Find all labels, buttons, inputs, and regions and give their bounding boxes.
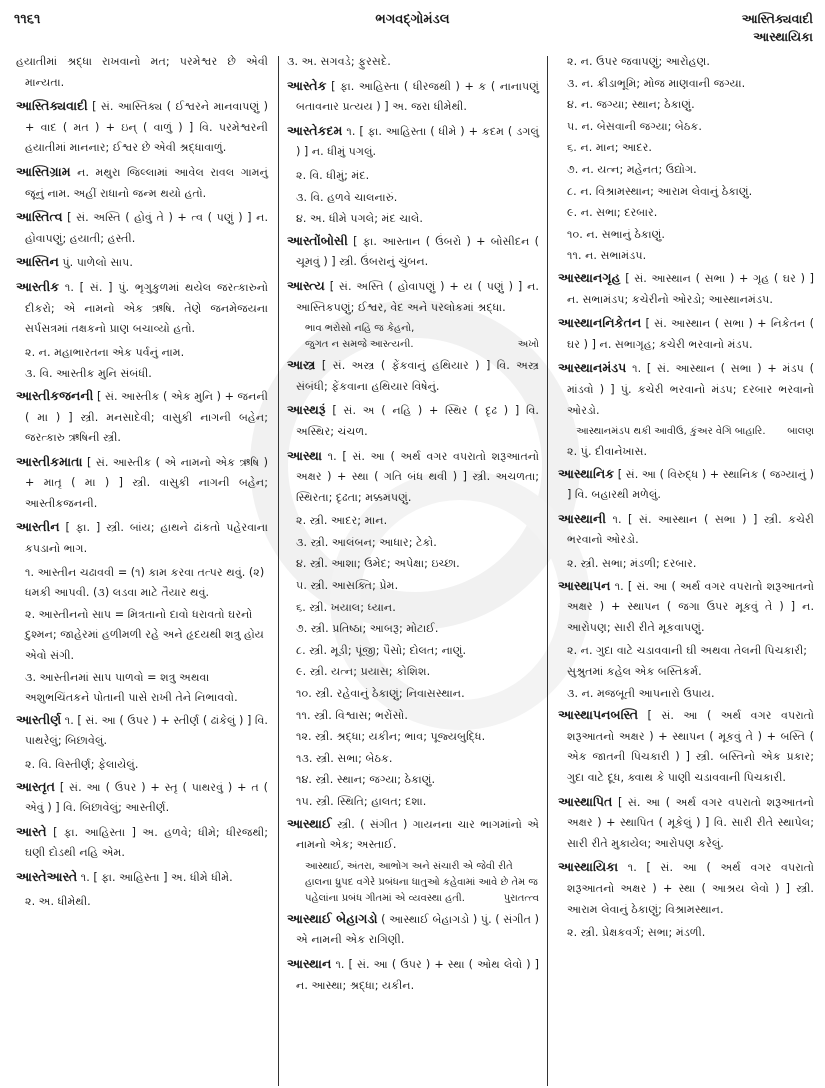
sense-line: ૫. સ્ત્રી. આસક્તિ; પ્રેમ. bbox=[296, 579, 399, 593]
sense-line: ૭. ન. યત્ન; મહેનત; ઉદ્યોગ. bbox=[567, 162, 697, 176]
definition-text: [ સં. અ ( નહિ ) + સ્થિર ( દૃઢ ) ] વિ. અસ્થિર; ચંચળ. bbox=[296, 404, 539, 438]
dictionary-entry bbox=[16, 710, 268, 752]
headword: આસ્થાપનબસ્તિ bbox=[558, 707, 639, 723]
headword: આસ્તીકમાતા bbox=[16, 453, 83, 469]
sense-line: ૪. સ્ત્રી. આશા; ઉમેદ; અપેક્ષા; ઇચ્છા. bbox=[296, 557, 460, 571]
sense-line: ૮. સ્ત્રી. મૂડી; પૂંજી; પૈસો; દોલત; નાણું. bbox=[296, 643, 467, 657]
sense-line: ૧૧. ન. સભામંડપ. bbox=[567, 249, 647, 263]
definition-text: ૩. અ. સગવડે; ફુરસદે. bbox=[287, 55, 391, 68]
definition-text: [ સં. અસ્ત્ર ( ફેંકવાનું હથિયાર ) ] વિ. અસ્ત્ર સંબંધી; ફેંકવાના હથિયાર વિષેનું. bbox=[296, 359, 540, 393]
sense-line: ૨. સ્ત્રી. સભા; મંડળી; દરબાર. bbox=[567, 557, 697, 571]
sense-line: ૮. ન. વિશ્રામસ્થાન; આરામ લેવાનું ઠેકાણું. bbox=[567, 184, 753, 198]
dictionary-entry bbox=[558, 509, 814, 551]
headword: આસ્થાપન bbox=[558, 577, 611, 593]
dictionary-entry bbox=[558, 705, 814, 788]
headword: આસ્તીકજનની bbox=[16, 387, 94, 403]
dictionary-entry bbox=[16, 822, 268, 864]
sense-line: ૯. સ્ત્રી. યત્ન; પ્રયાસ; કોશિશ. bbox=[296, 665, 431, 679]
headword: આસ્તૃત bbox=[16, 778, 55, 794]
dictionary-entry bbox=[287, 76, 539, 118]
guide-word-first: આસ્તિક્યવાદી bbox=[741, 11, 813, 26]
dictionary-entry bbox=[16, 96, 268, 159]
sense-line: ૧. આસ્તીન ચઢાવવી = (૧) કામ કરવા તત્પર થવું. (૨) ધમકી આપવી. (૩) લડવા માટે તૈયાર થવું. bbox=[25, 565, 265, 600]
dictionary-entry bbox=[16, 52, 268, 93]
dictionary-entry bbox=[287, 121, 539, 163]
quotation-text: જુગત ન સમજે આસ્ત્યની. bbox=[305, 339, 414, 351]
sense-line: ૨. ન. ગુદા વાટે ચડાવવાની ઘી અથવા તેલની પિચકારી; સુશ્રુતમાં કહેલ એક બસ્તિકર્મ. bbox=[567, 644, 808, 679]
guide-word-last: આસ્થાયિકા bbox=[753, 29, 813, 44]
headword: આસ્થાની bbox=[558, 510, 606, 526]
dictionary-entry bbox=[16, 386, 268, 449]
headword: આસ્થાનગૃહ bbox=[558, 269, 621, 285]
sense-line: ૧૪. સ્ત્રી. સ્થાન; જગ્યા; ઠેકાણું. bbox=[296, 773, 436, 787]
definition-text: ૧. [ સં. આ ( અર્થ વગર વપરાતો શરૂઆતનો અક્ષર ) + સ્થાપન ( જગા ઉપર મૂકવું તે ) ] ન. આરોપણ; સારી રીતે મૂકવાપણું. bbox=[567, 579, 814, 634]
definition-text: [ ફા. ] સ્ત્રી. બાંય; હાથને ઢાંકતો પહેરવાના કપડાનો ભાગ. bbox=[25, 521, 269, 556]
headword: આસ્થાઈ bbox=[287, 815, 332, 831]
dictionary-entry bbox=[287, 276, 539, 318]
dictionary-entry bbox=[558, 358, 814, 421]
sense-line: ૬. સ્ત્રી. ખયાલ; ધ્યાન. bbox=[296, 600, 396, 614]
dictionary-entry bbox=[558, 576, 814, 639]
sense-line: ૨. આસ્તીનનો સાપ = મિત્રતાનો દાવો ધરાવતો ઘરનો દુશ્મન; જાહેરમાં હળીમળી રહે અને હૃદયથી શત્રુ હોય એવો સંગી. bbox=[25, 607, 264, 663]
guide-words bbox=[742, 10, 813, 46]
definition-text: [ ફા. આસ્તાન ( ઉંબરો ) + બોસીદન ( ચૂમવું ) ] સ્ત્રી. ઉંબરાનું ચુંબન. bbox=[296, 234, 540, 269]
definition-text: ૧. [ સં. ] પું. ભૃગુકુળમાં થયેલ જરત્કારુનો દીકરો; એ નામનો એક ઋષિ. તેણે જનમેજયના સર્પસત્રમાં તક્ષકનો પ્રાણ બચાવ્યો હતો. bbox=[25, 280, 268, 336]
headword: આસ્થાઈ બેહાગડો bbox=[287, 910, 378, 926]
definition-text: ૧. [ સં. આ ( ઉપર ) + સ્થા ( ઓથ લેવો ) ] ન. આસ્થા; શ્રદ્ધા; યકીન. bbox=[296, 957, 540, 992]
dictionary-entry bbox=[287, 954, 539, 996]
definition-text: [ સં. આ ( અર્થ વગર વપરાતો શરૂઆતનો અક્ષર ) + સ્થાપન ( મૂકવું તે ) + બસ્તિ ( એક જાતની પિચકારી ) ] સ્ત્રી. બસ્તિનો એક પ્રકાર; ગુદા વાટે દૂધ, ક્વાથ કે પાણી ચડાવવાની પિચકારી. bbox=[567, 709, 814, 784]
definition-text: ન. મથુરા જિલ્લામાં આવેલ રાવલ ગામનું જૂનું નામ. અહીં રાધાનો જન્મ થયો હતો. bbox=[25, 165, 268, 200]
definition-text: [ સં. આ ( વિરુદ્ધ ) + સ્થાનિક ( જગ્યાનું ) ] વિ. બહારથી મળેલું. bbox=[567, 467, 814, 502]
quotation-line bbox=[305, 337, 539, 353]
sense-line: ૨. અ. ધીમેથી. bbox=[25, 894, 91, 908]
sense-line: ૧૧. સ્ત્રી. વિશ્વાસ; ભરોંસો. bbox=[296, 708, 408, 722]
headword: આસ્તોંબોસી bbox=[287, 232, 348, 248]
sense-line: ૨. ન. ઉપર જવાપણું; આરોહણ. bbox=[567, 55, 710, 68]
definition-text: પું. પાળેલો સાપ. bbox=[62, 256, 133, 270]
definition-text: [ સં. આસ્થાન ( સભા ) + નિકેતન ( ઘર ) ] ન. સભાગૃહ; કચેરી ભરવાનો મંડપ. bbox=[567, 317, 814, 351]
definition-text: [ સં. આ ( અર્થ વગર વપરાતો શરૂઆતનો અક્ષર ) + સ્થાપિત ( મૂકેલું ) ] વિ. સારી રીતે સ્થાપેલ; સારી રીતે મુકાયેલ; આરોપણ કરેલું. bbox=[567, 795, 814, 850]
dictionary-entry bbox=[558, 857, 814, 920]
headword: આસ્થાયિકા bbox=[558, 859, 619, 875]
quotation bbox=[558, 424, 814, 440]
quotation-line bbox=[305, 859, 539, 907]
page-header bbox=[0, 6, 825, 46]
definition-text: સ્ત્રી. ( સંગીત ) ગાયનના ચાર ભાગમાંનો એ નામનો એક; અસ્તાઈ. bbox=[296, 817, 539, 852]
sense-line: ૨. સ્ત્રી. આદર; માન. bbox=[296, 514, 388, 528]
column-2 bbox=[287, 52, 539, 999]
headword: આસ્ત્ય bbox=[287, 277, 325, 293]
dictionary-entry bbox=[16, 252, 268, 274]
definition-text: [ સં. આસ્તિક્ય ( ઈશ્વરને માનવાપણું ) + વાદ ( મત ) + ઇન્ ( વાળું ) ] વિ. પરમેશ્વરની હયાતીમાં માનનાર; ઈશ્વર છે એવી શ્રદ્ધાવાળું. bbox=[25, 100, 268, 155]
dictionary-entry bbox=[16, 777, 268, 819]
definition-text: ૧. [ સં. આ ( અર્થ વગર વપરાતો શરૂઆતનો અક્ષર ) + સ્થા ( આશ્રય લેવો ) ] સ્ત્રી. આરામ લેવાનું ઠેકાણું; વિશ્રામસ્થાન. bbox=[567, 861, 814, 916]
headword: આસ્થાનમંડપ bbox=[558, 360, 627, 376]
sense-line: ૩. વિ. હળવે ચાલનારું. bbox=[296, 190, 398, 204]
dictionary-entry bbox=[287, 446, 539, 509]
definition-text: [ સં. આ ( ઉપર ) + સ્તૃ ( પાથરવું ) + ત ( એવું ) ] વિ. બિછાવેલું; આસ્તીર્ણ. bbox=[25, 780, 269, 815]
dictionary-entry bbox=[287, 909, 539, 951]
definition-text: [ સં. આસ્તીક ( એ નામનો એક ઋષિ ) + માતૃ ( મા ) ] સ્ત્રી. વાસુકી નાગની બહેન; આસ્તીકજનની. bbox=[25, 455, 269, 510]
sense-line: ૧૩. સ્ત્રી. સભા; બેઠક. bbox=[296, 751, 393, 765]
dictionary-entry bbox=[16, 452, 268, 515]
dictionary-entry bbox=[558, 313, 814, 355]
sense-line: ૧૦. ન. સભાનું ઠેકાણું. bbox=[567, 227, 665, 241]
headword: આસ્તેકદમ bbox=[287, 122, 343, 138]
definition-text: [ સં. આસ્થાન ( સભા ) + ગૃહ ( ઘર ) ] ન. સભામંડપ; કચેરીનો ઓરડો; આસ્થાનમંડપ. bbox=[567, 271, 815, 306]
sense-line: ૧૫. સ્ત્રી. સ્થિતિ; હાલત; દશા. bbox=[296, 795, 427, 808]
definition-text: હયાતીમાં શ્રદ્ધા રાખવાનો મત; પરમેશ્વર છે એવી માન્યતા. bbox=[16, 55, 268, 89]
quotation-source: પુરાતત્ત્વ bbox=[503, 892, 539, 904]
dictionary-entry bbox=[16, 867, 268, 889]
definition-text: ( આસ્થાઈ બેહાગડો ) પું. ( સંગીત ) એ નામની એક રાગિણી. bbox=[296, 912, 540, 947]
dictionary-entry bbox=[558, 268, 814, 310]
headword: આસ્થાપિત bbox=[558, 793, 613, 809]
headword: આસ્તે bbox=[16, 823, 47, 839]
sense-line: ૨. વિ. ધીમું; મંદ. bbox=[296, 168, 370, 182]
column-1 bbox=[16, 52, 268, 913]
dictionary-entry bbox=[287, 52, 539, 73]
sense-line: ૫. ન. બેસવાની જગ્યા; બેઠક. bbox=[567, 119, 702, 133]
sense-line: ૯. ન. સભા; દરબાર. bbox=[567, 206, 658, 220]
headword: આસ્ત્ર bbox=[287, 357, 316, 373]
definition-text: ૧. [ સં. આસ્થાન ( સભા ) + મંડપ ( માંડવો ) ] પું. કચેરી ભરવાનો મંડપ; દરબાર ભરવાનો ઓરડો. bbox=[567, 362, 814, 417]
dictionary-columns bbox=[0, 52, 825, 1088]
headword: આસ્થાનનિકેતન bbox=[558, 315, 642, 331]
sense-line: ૭. સ્ત્રી. પ્રતિષ્ઠા; આબરૂ; મોટાઈ. bbox=[296, 622, 439, 636]
dictionary-entry bbox=[287, 231, 539, 273]
sense-line: ૩. ન. મજબૂતી આપનારો ઉપાય. bbox=[567, 686, 715, 700]
headword: આસ્તિન bbox=[16, 254, 59, 270]
sense-line: ૨. સ્ત્રી. પ્રેક્ષકવર્ગ; સભા; મંડળી. bbox=[567, 926, 706, 940]
sense-line: ૪. ન. જગ્યા; સ્થાન; ઠેકાણું. bbox=[567, 98, 695, 112]
dictionary-entry bbox=[287, 400, 539, 442]
quotation-source: અખો bbox=[517, 339, 539, 351]
quotation-line bbox=[305, 321, 539, 337]
headword: આસ્તિગ્રામ bbox=[16, 163, 71, 179]
headword: આસ્થાન bbox=[287, 955, 332, 971]
headword: આસ્તીર્ણ bbox=[16, 711, 62, 727]
sense-line: ૩. ન. ક્રીડાભૂમિ; મોજ માણવાની જગ્યા. bbox=[567, 76, 746, 90]
dictionary-entry bbox=[16, 207, 268, 249]
sense-line: ૬. ન. માન; આદર. bbox=[567, 141, 652, 155]
book-title: ભગવદ્ગોમંડલ bbox=[375, 12, 450, 27]
column-3 bbox=[558, 52, 814, 945]
dictionary-entry bbox=[287, 814, 539, 856]
sense-line: ૩. આસ્તીનમાં સાપ પાળવો = શત્રુ અથવા અશુભચિંતકને પોતાની પાસે રાખી તેને નિભાવવો. bbox=[25, 670, 238, 705]
definition-text: ૧. [ સં. આસ્થાન ( સભા ) ] સ્ત્રી. કચેરી ભરવાનો ઓરડો. bbox=[567, 512, 814, 547]
sense-line: ૩. સ્ત્રી. આલંબન; આધાર; ટેકો. bbox=[296, 535, 437, 549]
headword: આસ્તેક bbox=[287, 77, 327, 93]
quotation-text: આસ્થાનમંડપ થકી આવીઉ, કુંઅર વેગિ બાહારિ. bbox=[576, 426, 766, 438]
quotation bbox=[287, 321, 539, 353]
sense-line: ૧૦. સ્ત્રી. રહેવાનું ઠેકાણું; નિવાસસ્થાન. bbox=[296, 687, 465, 701]
quotation-line bbox=[576, 424, 814, 440]
quotation bbox=[287, 859, 539, 907]
headword: આસ્તીક bbox=[16, 278, 60, 294]
headword: આસ્તિત્વ bbox=[16, 209, 63, 225]
dictionary-entry bbox=[16, 517, 268, 559]
definition-text: [ સં. અસ્તિ ( હોવું તે ) + ત્વ ( પણું ) ] ન. હોવાપણું; હયાતી; હસ્તી. bbox=[25, 211, 268, 245]
dictionary-entry bbox=[16, 162, 268, 204]
headword: આસ્તીન bbox=[16, 519, 60, 535]
definition-text: [ ફા. આહિસ્તા ] અ. હળવે; ધીમે; ધીરજથી; ઘણી દોડથી નહિ એમ. bbox=[25, 825, 268, 860]
sense-line: ૪. અ. ધીમે પગલે; મંદ ચાલે. bbox=[296, 212, 423, 226]
dictionary-entry bbox=[16, 277, 268, 340]
quotation-text: આસ્થાઈ, અંતરા, આભોગ અને સંચારી એ જેવી રીતે હાલના ધ્રુપદ વગેરે પ્રબંધના ધાતુઓ કહેવામાં આવે છે તેમ જ પહેલાંના પ્રબંધ ગીતમાં એ વ્યવસ્થા હતી. bbox=[305, 860, 538, 904]
headword: આસ્થા bbox=[287, 447, 322, 463]
dictionary-entry bbox=[287, 355, 539, 397]
sense-line: ૨. વિ. વિસ્તીર્ણ; ફેલાયેલું. bbox=[25, 758, 139, 771]
quotation-source: બાલણ bbox=[787, 426, 814, 438]
definition-text: [ સં. આસ્તીક ( એક મુનિ ) + જનની ( મા ) ] સ્ત્રી. મનસાદેવી; વાસુકી નાગની બહેન; જરત્કારુ ઋષિની સ્ત્રી. bbox=[25, 389, 268, 445]
definition-text: [ ફા. આહિસ્તા ( ધીરજથી ) + ક ( નાનાપણું બતાવનાર પ્રત્યય ) ] અ. જરા ધીમેથી. bbox=[296, 79, 539, 114]
sense-line: ૨. પું. દીવાનેખાસ. bbox=[567, 445, 648, 459]
headword: આસ્થાનિક bbox=[558, 465, 615, 481]
page-number: ૧૧૬૧ bbox=[14, 12, 41, 27]
definition-text: [ સં. અસ્તિ ( હોવાપણું ) + ય ( પણું ) ] ન. આસ્તિકપણું; ઈશ્વર, વેદ અને પરલોકમાં શ્રદ્ધા. bbox=[296, 279, 539, 314]
sense-line: ૨. ન. મહાભારતના એક પર્વનું નામ. bbox=[25, 345, 185, 359]
headword: આસ્તિક્યવાદી bbox=[16, 98, 88, 114]
dictionary-entry bbox=[558, 464, 814, 506]
headword: આસ્થરૂં bbox=[287, 402, 326, 418]
dictionary-entry bbox=[558, 792, 814, 855]
definition-text: ૧. [ સં. આ ( ઉપર ) + સ્તીર્ણ ( ઢાંકેલું ) ] વિ. પાથરેલું; બિછાવેલું. bbox=[25, 713, 268, 748]
definition-text: ૧. [ ફા. આહિસ્તા ( ધીમે ) + કદમ ( ડગલું ) ] ન. ધીમું પગલું. bbox=[296, 124, 539, 159]
headword: આસ્તેઆસ્તે bbox=[16, 868, 78, 884]
sense-line: ૩. વિ. આસ્તીક મુનિ સંબંધી. bbox=[25, 367, 152, 381]
quotation-text: ભાવ ભરોસો નહિ જ કેહનો, bbox=[305, 323, 415, 335]
sense-line: ૧૨. સ્ત્રી. શ્રદ્ધા; યકીન; ભાવ; પૂજ્યબુદ્ધિ. bbox=[296, 730, 486, 744]
definition-text: ૧. [ ફા. આહિસ્તા ] અ. ધીમે ધીમે. bbox=[80, 870, 233, 884]
definition-text: ૧. [ સં. આ ( અર્થ વગર વપરાતો શરૂઆતનો અક્ષર ) + સ્થા ( ગતિ બંધ થવી ) ] સ્ત્રી. અચળતા; સ્થિરતા; દૃઢતા; મક્કમપણું. bbox=[296, 449, 539, 504]
